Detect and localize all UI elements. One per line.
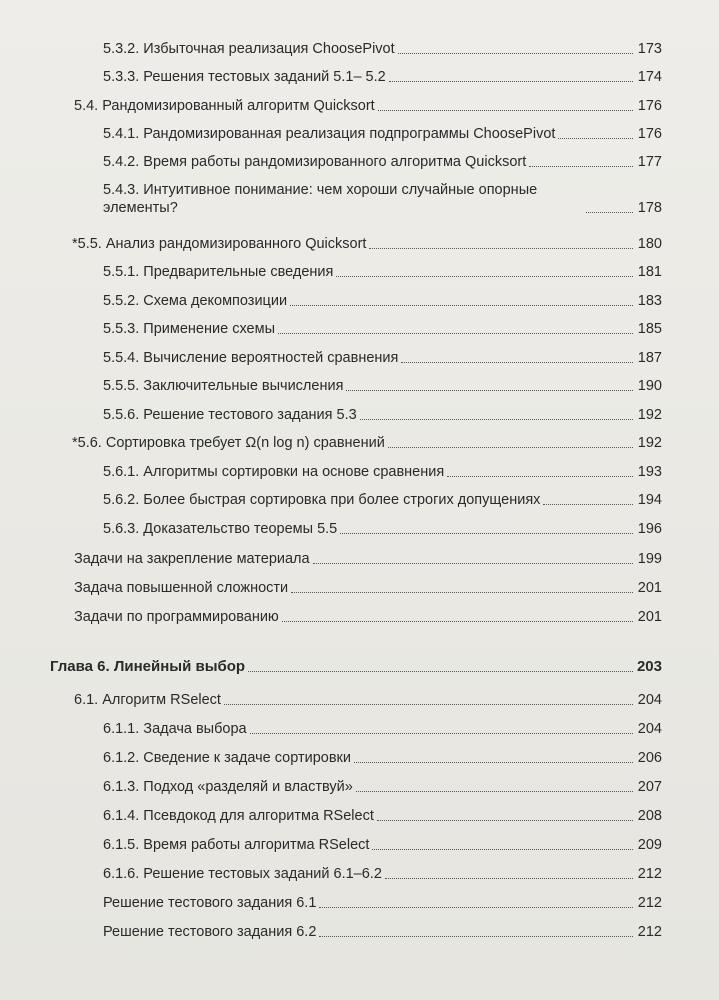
toc-entry-title: Задачи по программированию (74, 609, 279, 625)
toc-entry-title: 5.6.1. Алгоритмы сортировки на основе сравнения (103, 464, 445, 480)
dot-leader (340, 533, 633, 534)
toc-entry (103, 487, 662, 509)
dot-leader (290, 305, 633, 306)
toc-entry-page: 193 (637, 464, 662, 480)
toc-entry-page: 181 (637, 264, 662, 280)
toc-entry-title: 6.1.1. Задача выбора (103, 721, 247, 737)
toc-entry-page: 201 (637, 609, 662, 625)
toc-entry-page: 201 (637, 580, 662, 596)
toc-entry-title: 5.4.1. Рандомизированная реализация подпрограммы ChoosePivot (103, 126, 556, 142)
toc-entry-title: Задачи на закрепление материала (74, 551, 310, 567)
toc-entry-title: 5.5.5. Заключительные вычисления (103, 378, 344, 394)
toc-entry-title: 5.5.3. Применение схемы (103, 321, 275, 337)
toc-entry-title: 6.1.5. Время работы алгоритма RSelect (103, 837, 370, 853)
dot-leader (319, 907, 633, 908)
toc-entry-title: 5.4.3. Интуитивное понимание: чем хороши случайные опорные элементы? (103, 182, 538, 216)
toc-entry-page: 192 (637, 407, 662, 423)
toc-entry-title: Глава 6. Линейный выбор (50, 658, 246, 675)
dot-leader (377, 820, 633, 821)
toc-entry (103, 259, 662, 281)
dot-leader (369, 248, 633, 249)
dot-leader (388, 447, 633, 448)
toc-entry-title: 5.3.2. Избыточная реализация ChoosePivot (103, 41, 395, 57)
dot-leader (447, 476, 633, 477)
dot-leader (346, 390, 633, 391)
toc-entry-title: 6.1. Алгоритм RSelect (74, 692, 221, 708)
toc-entry-page: 204 (637, 721, 662, 737)
toc-entry (74, 604, 662, 626)
toc-entry-title: 6.1.4. Псевдокод для алгоритма RSelect (103, 808, 374, 824)
toc-entry-page: 212 (637, 895, 662, 911)
dot-leader (313, 563, 633, 564)
toc-entry-page: 207 (637, 779, 662, 795)
toc-entry-title: *5.6. Сортировка требует Ω(n log n) сравнений (72, 435, 385, 451)
toc-entry-title: 5.5.2. Схема декомпозиции (103, 293, 288, 309)
toc-entry-page: 176 (637, 98, 662, 114)
toc-entry-page: 183 (637, 293, 662, 309)
toc-entry-title: 5.4. Рандомизированный алгоритм Quicksort (74, 98, 375, 114)
toc-entry-title: Задача повышенной сложности (74, 580, 289, 596)
toc-entry (103, 716, 662, 738)
toc-entry-page: 177 (637, 154, 662, 170)
dot-leader (250, 733, 633, 734)
toc-entry-page: 206 (637, 750, 662, 766)
dot-leader (248, 671, 633, 672)
toc-entry (103, 774, 662, 796)
dot-leader (356, 791, 633, 792)
toc-entry-title: 6.1.3. Подход «разделяй и властвуй» (103, 779, 353, 795)
toc-entry-page: 187 (637, 350, 662, 366)
toc-entry (103, 745, 662, 767)
dot-leader (558, 138, 633, 139)
toc-entry-page: 180 (637, 236, 662, 252)
toc-entry-page: 209 (637, 837, 662, 853)
toc-entry (103, 288, 662, 310)
dot-leader (282, 621, 633, 622)
toc-entry (103, 36, 662, 58)
toc-entry (74, 93, 662, 115)
toc-entry-page: 190 (637, 378, 662, 394)
toc-entry-page: 199 (637, 551, 662, 567)
dot-leader (401, 362, 633, 363)
toc-entry-title: Решение тестового задания 6.1 (103, 895, 317, 911)
toc-entry-title: 5.6.2. Более быстрая сортировка при более строгих допущениях (103, 492, 541, 508)
toc-entry (103, 121, 662, 143)
toc-entry (103, 832, 662, 854)
dot-leader (398, 53, 633, 54)
toc-entry (103, 803, 662, 825)
toc-entry-page: 173 (637, 41, 662, 57)
toc-entry-title: 5.5.4. Вычисление вероятностей сравнения (103, 350, 399, 366)
toc-entry (103, 919, 662, 941)
toc-entry-title: *5.5. Анализ рандомизированного Quicksort (72, 236, 367, 252)
toc-entry-title: 5.5.1. Предварительные сведения (103, 264, 334, 280)
dot-leader (389, 81, 633, 82)
toc-entry-page: 204 (637, 692, 662, 708)
dot-leader (319, 936, 633, 937)
toc-entry (103, 459, 662, 481)
dot-leader (224, 704, 633, 705)
toc-entry (103, 64, 662, 86)
toc-entry (72, 430, 662, 452)
toc-entry-page: 196 (637, 521, 662, 537)
toc-entry (74, 575, 662, 597)
toc-entry (103, 890, 662, 912)
toc-entry (103, 373, 662, 395)
toc-entry-page: 178 (637, 200, 662, 216)
dot-leader (372, 849, 633, 850)
toc-entry-page: 185 (637, 321, 662, 337)
toc-entry-page: 174 (637, 69, 662, 85)
dot-leader (385, 878, 633, 879)
toc-entry (72, 231, 662, 253)
toc-entry-page: 176 (637, 126, 662, 142)
dot-leader (529, 166, 633, 167)
toc-entry-title: 5.4.2. Время работы рандомизированного алгоритма Quicksort (103, 154, 527, 170)
toc-entry-page: 192 (637, 435, 662, 451)
toc-entry-page: 203 (636, 658, 662, 675)
toc-entry-title: 5.6.3. Доказательство теоремы 5.5 (103, 521, 338, 537)
toc-entry (103, 516, 662, 538)
toc-chapter-entry (50, 654, 662, 676)
toc-entry-title: Решение тестового задания 6.2 (103, 924, 317, 940)
toc-entry-title: 6.1.6. Решение тестовых заданий 6.1–6.2 (103, 866, 382, 882)
dot-leader (291, 592, 633, 593)
toc-entry-title: 6.1.2. Сведение к задаче сортировки (103, 750, 351, 766)
toc-entry (74, 546, 662, 568)
toc-entry (103, 402, 662, 424)
dot-leader (543, 504, 633, 505)
dot-leader (336, 276, 633, 277)
dot-leader (378, 110, 633, 111)
dot-leader (360, 419, 633, 420)
dot-leader (586, 212, 633, 213)
toc-entry (74, 687, 662, 709)
toc-entry-page: 194 (637, 492, 662, 508)
toc-entry-page: 212 (637, 866, 662, 882)
toc-entry (103, 316, 662, 338)
toc-entry-title: 5.3.3. Решения тестовых заданий 5.1– 5.2 (103, 69, 386, 85)
dot-leader (278, 333, 633, 334)
toc-entry-title: 5.5.6. Решение тестового задания 5.3 (103, 407, 357, 423)
toc-entry (103, 345, 662, 367)
toc-entry (103, 181, 662, 217)
dot-leader (354, 762, 633, 763)
toc-entry-page: 208 (637, 808, 662, 824)
toc-entry (103, 149, 662, 171)
toc-entry-page: 212 (637, 924, 662, 940)
toc-entry (103, 861, 662, 883)
